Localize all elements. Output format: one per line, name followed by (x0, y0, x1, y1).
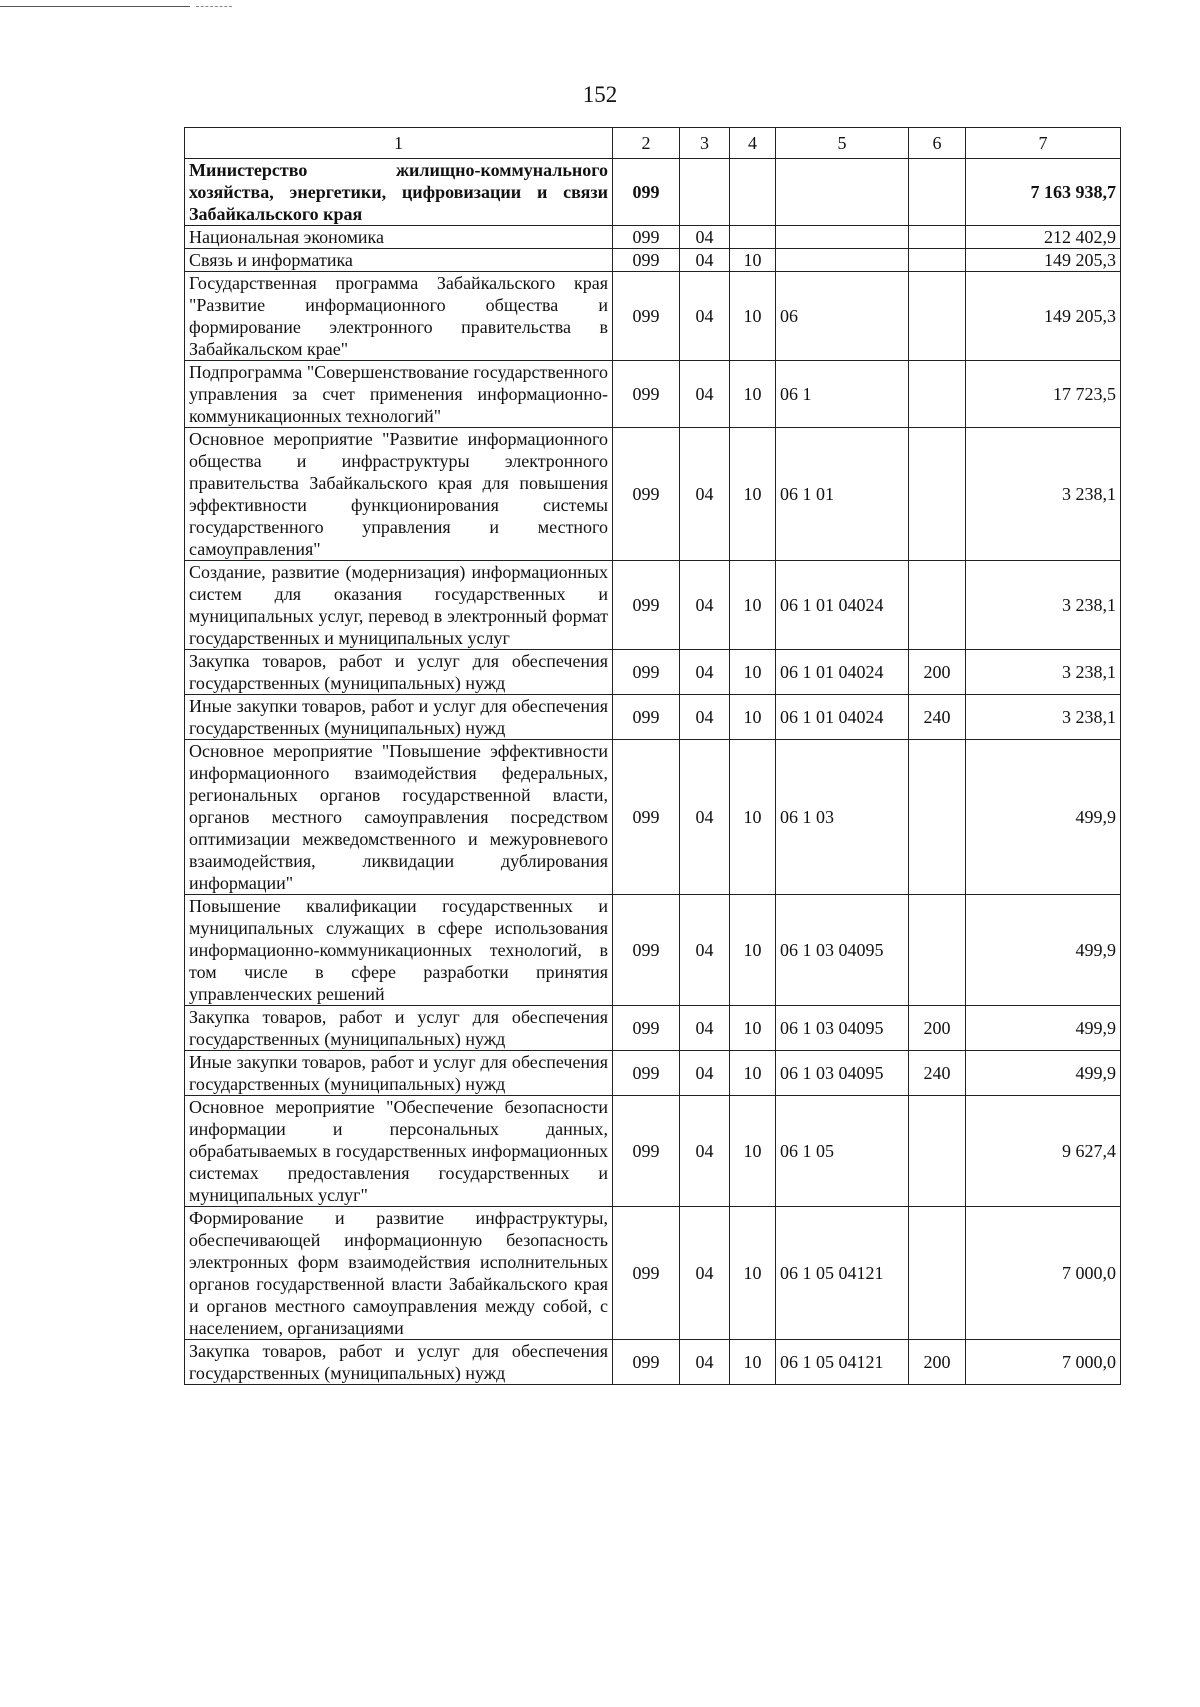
row-name-cell: Министерство жилищно-коммунального хозяйства, энергетики, цифровизации и связи Забайкальского края (185, 159, 613, 226)
row-name-cell: Национальная экономика (185, 226, 613, 249)
row-section-cell: 04 (680, 1207, 730, 1340)
row-section-cell: 04 (680, 1006, 730, 1051)
row-amount-cell: 499,9 (966, 1051, 1121, 1096)
row-subsection-cell: 10 (730, 272, 776, 361)
row-amount-cell: 17 723,5 (966, 361, 1121, 428)
table-row (185, 1340, 1121, 1385)
row-expense-type-cell: 240 (909, 695, 966, 740)
row-ministry-code-cell: 099 (613, 561, 680, 650)
row-name-cell: Связь и информатика (185, 249, 613, 272)
row-ministry-code-cell: 099 (613, 895, 680, 1006)
row-target-item-cell: 06 1 01 (776, 428, 909, 561)
header-col-7: 7 (966, 128, 1121, 159)
row-ministry-code-cell: 099 (613, 272, 680, 361)
header-col-2: 2 (613, 128, 680, 159)
table-header-row (185, 128, 1121, 159)
row-name-cell: Закупка товаров, работ и услуг для обеспечения государственных (муниципальных) нужд (185, 650, 613, 695)
header-col-1: 1 (185, 128, 613, 159)
row-target-item-cell: 06 1 05 04121 (776, 1340, 909, 1385)
row-subsection-cell (730, 159, 776, 226)
row-target-item-cell (776, 249, 909, 272)
row-subsection-cell: 10 (730, 1051, 776, 1096)
table-row (185, 895, 1121, 1006)
row-name-cell: Создание, развитие (модернизация) информационных систем для оказания государственных и муниципальных услуг, перевод в электронный формат государственных и муниципальных услуг (185, 561, 613, 650)
row-name-cell: Основное мероприятие "Развитие информационного общества и инфраструктуры электронного правительства Забайкальского края для повышения эффективности функционирования системы государственного управления и местного самоуправления" (185, 428, 613, 561)
row-amount-cell: 499,9 (966, 740, 1121, 895)
table-row (185, 1096, 1121, 1207)
table-row (185, 226, 1121, 249)
row-name-cell: Основное мероприятие "Обеспечение безопасности информации и персональных данных, обрабатываемых в государственных информационных системах предоставления государственных и муниципальных услуг" (185, 1096, 613, 1207)
row-target-item-cell (776, 226, 909, 249)
row-section-cell: 04 (680, 895, 730, 1006)
table-row (185, 1207, 1121, 1340)
row-ministry-code-cell: 099 (613, 1096, 680, 1207)
row-subsection-cell: 10 (730, 249, 776, 272)
row-name-cell: Иные закупки товаров, работ и услуг для обеспечения государственных (муниципальных) нужд (185, 1051, 613, 1096)
row-amount-cell: 3 238,1 (966, 695, 1121, 740)
row-target-item-cell: 06 1 03 04095 (776, 1006, 909, 1051)
row-section-cell: 04 (680, 1340, 730, 1385)
table-body (185, 159, 1121, 1385)
row-subsection-cell: 10 (730, 1340, 776, 1385)
row-expense-type-cell (909, 740, 966, 895)
row-ministry-code-cell: 099 (613, 159, 680, 226)
row-amount-cell: 149 205,3 (966, 272, 1121, 361)
row-section-cell: 04 (680, 695, 730, 740)
row-target-item-cell: 06 1 03 04095 (776, 895, 909, 1006)
row-section-cell: 04 (680, 361, 730, 428)
row-subsection-cell: 10 (730, 650, 776, 695)
row-amount-cell: 9 627,4 (966, 1096, 1121, 1207)
row-amount-cell: 7 000,0 (966, 1207, 1121, 1340)
row-ministry-code-cell: 099 (613, 695, 680, 740)
row-name-cell: Закупка товаров, работ и услуг для обеспечения государственных (муниципальных) нужд (185, 1340, 613, 1385)
row-section-cell: 04 (680, 561, 730, 650)
row-subsection-cell: 10 (730, 1006, 776, 1051)
row-section-cell: 04 (680, 428, 730, 561)
row-amount-cell: 7 000,0 (966, 1340, 1121, 1385)
header-col-3: 3 (680, 128, 730, 159)
row-target-item-cell: 06 (776, 272, 909, 361)
row-ministry-code-cell: 099 (613, 249, 680, 272)
row-subsection-cell (730, 226, 776, 249)
row-target-item-cell: 06 1 01 04024 (776, 650, 909, 695)
table-row (185, 1006, 1121, 1051)
row-subsection-cell: 10 (730, 428, 776, 561)
row-ministry-code-cell: 099 (613, 1340, 680, 1385)
row-expense-type-cell (909, 159, 966, 226)
row-target-item-cell: 06 1 01 04024 (776, 695, 909, 740)
row-ministry-code-cell: 099 (613, 1006, 680, 1051)
row-subsection-cell: 10 (730, 895, 776, 1006)
table-row (185, 740, 1121, 895)
row-subsection-cell: 10 (730, 1207, 776, 1340)
row-expense-type-cell: 200 (909, 1340, 966, 1385)
row-expense-type-cell (909, 428, 966, 561)
row-ministry-code-cell: 099 (613, 650, 680, 695)
row-target-item-cell (776, 159, 909, 226)
row-target-item-cell: 06 1 03 (776, 740, 909, 895)
row-name-cell: Государственная программа Забайкальского края "Развитие информационного общества и формирование электронного правительства в Забайкальском крае" (185, 272, 613, 361)
row-section-cell: 04 (680, 272, 730, 361)
budget-table (184, 127, 1121, 1385)
row-target-item-cell: 06 1 05 04121 (776, 1207, 909, 1340)
table-row (185, 650, 1121, 695)
row-expense-type-cell (909, 361, 966, 428)
row-section-cell: 04 (680, 650, 730, 695)
row-name-cell: Формирование и развитие инфраструктуры, обеспечивающей информационную безопасность электронных форм взаимодействия исполнительных органов государственной власти Забайкальского края и органов местного самоуправления между собой, с населением, организациями (185, 1207, 613, 1340)
row-amount-cell: 7 163 938,7 (966, 159, 1121, 226)
row-expense-type-cell: 240 (909, 1051, 966, 1096)
header-col-5: 5 (776, 128, 909, 159)
row-expense-type-cell (909, 226, 966, 249)
row-subsection-cell: 10 (730, 740, 776, 895)
row-section-cell: 04 (680, 1051, 730, 1096)
row-amount-cell: 499,9 (966, 895, 1121, 1006)
row-target-item-cell: 06 1 (776, 361, 909, 428)
row-target-item-cell: 06 1 05 (776, 1096, 909, 1207)
row-expense-type-cell (909, 561, 966, 650)
row-section-cell: 04 (680, 249, 730, 272)
row-ministry-code-cell: 099 (613, 361, 680, 428)
row-ministry-code-cell: 099 (613, 1207, 680, 1340)
row-name-cell: Закупка товаров, работ и услуг для обеспечения государственных (муниципальных) нужд (185, 1006, 613, 1051)
row-ministry-code-cell: 099 (613, 740, 680, 895)
row-ministry-code-cell: 099 (613, 428, 680, 561)
page-number: 152 (582, 82, 618, 107)
header-col-6: 6 (909, 128, 966, 159)
row-expense-type-cell (909, 895, 966, 1006)
table-row (185, 159, 1121, 226)
table-row (185, 428, 1121, 561)
top-scan-rule (0, 6, 190, 7)
row-section-cell (680, 159, 730, 226)
row-amount-cell: 212 402,9 (966, 226, 1121, 249)
row-amount-cell: 3 238,1 (966, 650, 1121, 695)
table-row (185, 249, 1121, 272)
row-subsection-cell: 10 (730, 1096, 776, 1207)
row-subsection-cell: 10 (730, 361, 776, 428)
row-amount-cell: 499,9 (966, 1006, 1121, 1051)
row-expense-type-cell: 200 (909, 1006, 966, 1051)
row-amount-cell: 3 238,1 (966, 428, 1121, 561)
row-name-cell: Подпрограмма "Совершенствование государственного управления за счет применения информационно-коммуникационных технологий" (185, 361, 613, 428)
top-scan-rule-dashed (196, 6, 232, 7)
row-name-cell: Повышение квалификации государственных и муниципальных служащих в сфере использования информационно-коммуникационных технологий, в том числе в сфере разработки принятия управленческих решений (185, 895, 613, 1006)
row-expense-type-cell (909, 272, 966, 361)
row-expense-type-cell (909, 249, 966, 272)
row-expense-type-cell (909, 1096, 966, 1207)
table-row (185, 1051, 1121, 1096)
header-col-4: 4 (730, 128, 776, 159)
row-section-cell: 04 (680, 740, 730, 895)
row-amount-cell: 3 238,1 (966, 561, 1121, 650)
row-ministry-code-cell: 099 (613, 1051, 680, 1096)
row-name-cell: Основное мероприятие "Повышение эффективности информационного взаимодействия федеральных, региональных органов государственной власти, органов местного самоуправления посредством оптимизации межведомственного и межуровневого взаимодействия, ликвидации дублирования информации" (185, 740, 613, 895)
table-row (185, 561, 1121, 650)
table-row (185, 361, 1121, 428)
row-target-item-cell: 06 1 01 04024 (776, 561, 909, 650)
row-amount-cell: 149 205,3 (966, 249, 1121, 272)
row-ministry-code-cell: 099 (613, 226, 680, 249)
table-row (185, 272, 1121, 361)
row-section-cell: 04 (680, 1096, 730, 1207)
row-name-cell: Иные закупки товаров, работ и услуг для обеспечения государственных (муниципальных) нужд (185, 695, 613, 740)
row-expense-type-cell: 200 (909, 650, 966, 695)
row-section-cell: 04 (680, 226, 730, 249)
table-row (185, 695, 1121, 740)
row-target-item-cell: 06 1 03 04095 (776, 1051, 909, 1096)
row-subsection-cell: 10 (730, 695, 776, 740)
row-expense-type-cell (909, 1207, 966, 1340)
row-subsection-cell: 10 (730, 561, 776, 650)
